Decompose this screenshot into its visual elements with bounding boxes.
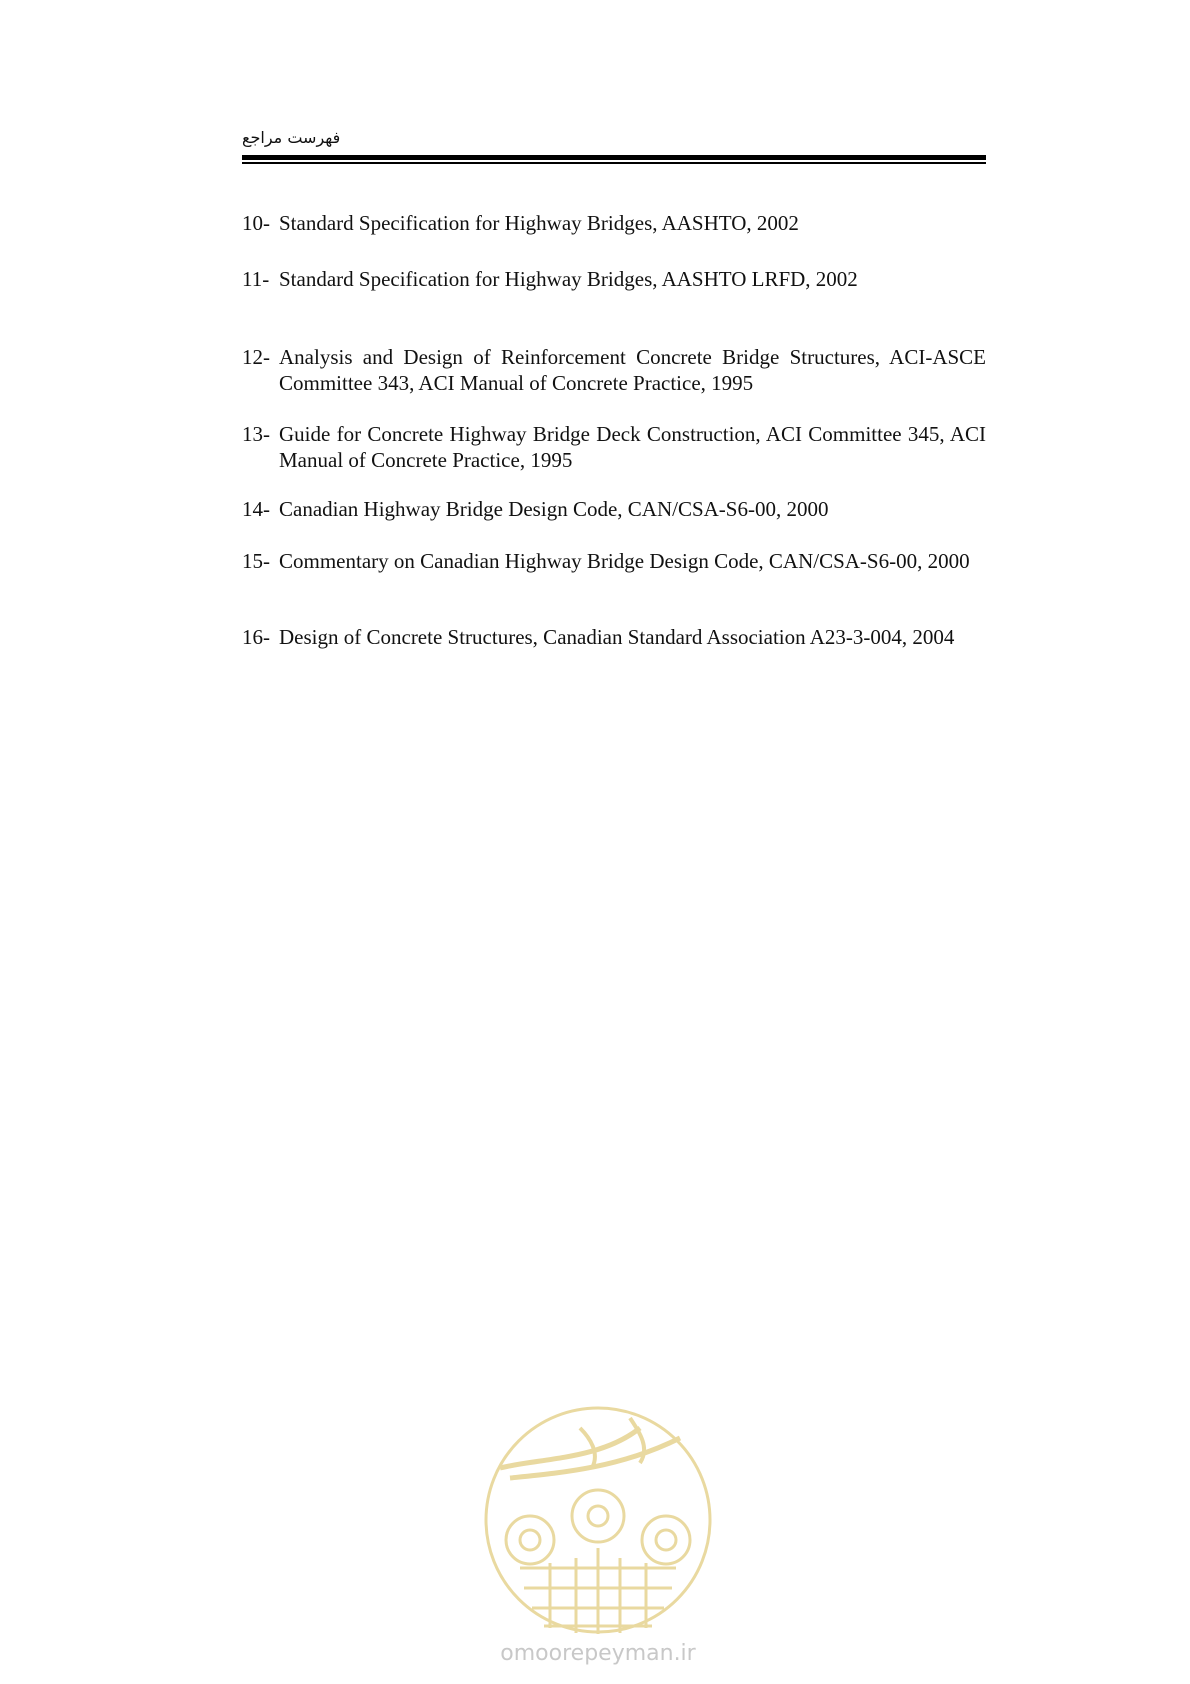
watermark-logo: [480, 1398, 716, 1668]
reference-item: [242, 210, 986, 236]
header-rule-thick: [242, 155, 986, 160]
reference-text: Standard Specification for Highway Bridges, AASHTO LRFD, 2002: [279, 267, 858, 291]
reference-number: 16-: [242, 625, 270, 649]
watermark-caption: omoorepeyman.ir: [500, 1641, 696, 1666]
reference-text: Canadian Highway Bridge Design Code, CAN/CSA-S6-00, 2000: [279, 497, 829, 521]
reference-item: [242, 548, 986, 574]
reference-text: Standard Specification for Highway Bridges, AASHTO, 2002: [279, 211, 799, 235]
page-header: [242, 128, 986, 147]
reference-item: [242, 421, 986, 473]
reference-number: 13-: [242, 422, 270, 446]
reference-item: [242, 624, 986, 650]
reference-number: 11-: [242, 267, 270, 291]
reference-item: [242, 496, 986, 522]
reference-text: Analysis and Design of Reinforcement Concrete Bridge Structures, ACI-ASCE Committee 343, ACI Manual of Concrete Practice, 1995: [279, 345, 986, 395]
reference-number: 15-: [242, 549, 270, 573]
reference-item: [242, 266, 986, 292]
reference-item: [242, 344, 986, 396]
reference-text: Design of Concrete Structures, Canadian Standard Association A23-3-004, 2004: [279, 625, 955, 649]
reference-number: 10-: [242, 211, 270, 235]
reference-text: Guide for Concrete Highway Bridge Deck Construction, ACI Committee 345, ACI Manual of Concrete Practice, 1995: [279, 422, 986, 472]
reference-number: 12-: [242, 345, 270, 369]
logo-emblem-icon: [480, 1398, 716, 1668]
header-title: فهرست مراجع: [242, 128, 341, 147]
reference-text: Commentary on Canadian Highway Bridge Design Code, CAN/CSA-S6-00, 2000: [279, 549, 970, 573]
header-rule-thin: [242, 162, 986, 164]
reference-number: 14-: [242, 497, 270, 521]
